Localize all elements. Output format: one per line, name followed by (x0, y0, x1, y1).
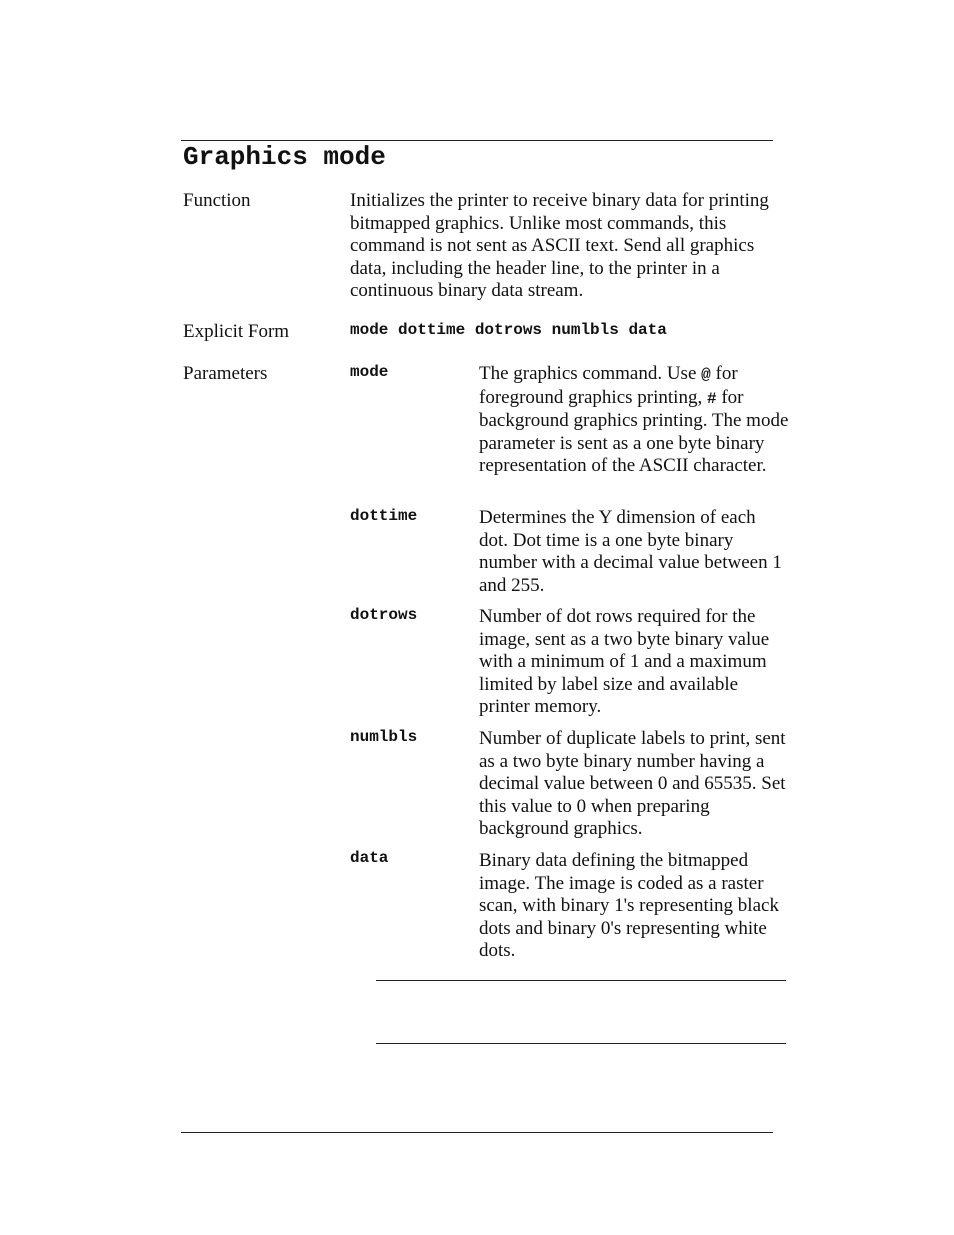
background-symbol: # (706, 389, 717, 408)
param-desc-mode-part-2: for foreground graphics printing, (479, 363, 738, 408)
bottom-rule (181, 1132, 773, 1133)
param-desc-dottime: Determines the Y dimension of each dot. Dot time is a one byte binary number with a decimal value between 1 and 255. (479, 507, 782, 596)
param-name-mode: mode (350, 363, 389, 381)
param-desc-mode-part-3: for background graphics printing. The mode parameter is sent as a one byte binary representation of the ASCII character. (479, 386, 789, 476)
param-desc-mode (479, 363, 789, 478)
note-bottom-rule (376, 1043, 786, 1044)
param-desc-dotrows: Number of dot rows required for the image, sent as a two byte binary value with a minimum of 1 and a maximum limited by label size and available printer memory. (479, 606, 770, 717)
param-desc-numlbls: Number of duplicate labels to print, sent as a two byte binary number having a decimal value between 0 and 65535. Set this value to 0 when preparing background graphics. (479, 728, 786, 839)
foreground-symbol: @ (701, 366, 711, 384)
param-name-dottime: dottime (350, 507, 418, 525)
explicit-form-label: Explicit Form (183, 321, 290, 342)
note-top-rule (376, 980, 786, 981)
param-name-data: data (350, 849, 389, 867)
param-desc-data: Binary data defining the bitmapped image. The image is coded as a raster scan, with binary 1's representing black dots and binary 0's representing white dots. (479, 850, 779, 961)
param-name-dotrows: dotrows (350, 606, 418, 624)
function-text: Initializes the printer to receive binary data for printing bitmapped graphics. Unlike most commands, this command is not sent as ASCII text. Send all graphics data, including the header line, to the printer in a continuous binary data stream. (350, 190, 769, 301)
param-name-numlbls: numlbls (350, 728, 418, 746)
param-desc-mode-part-1: The graphics command. Use (479, 363, 702, 384)
function-label: Function (183, 190, 251, 211)
explicit-form-syntax: mode dottime dotrows numlbls data (350, 321, 667, 339)
parameters-label: Parameters (183, 363, 268, 384)
section-title: Graphics mode (183, 142, 386, 172)
